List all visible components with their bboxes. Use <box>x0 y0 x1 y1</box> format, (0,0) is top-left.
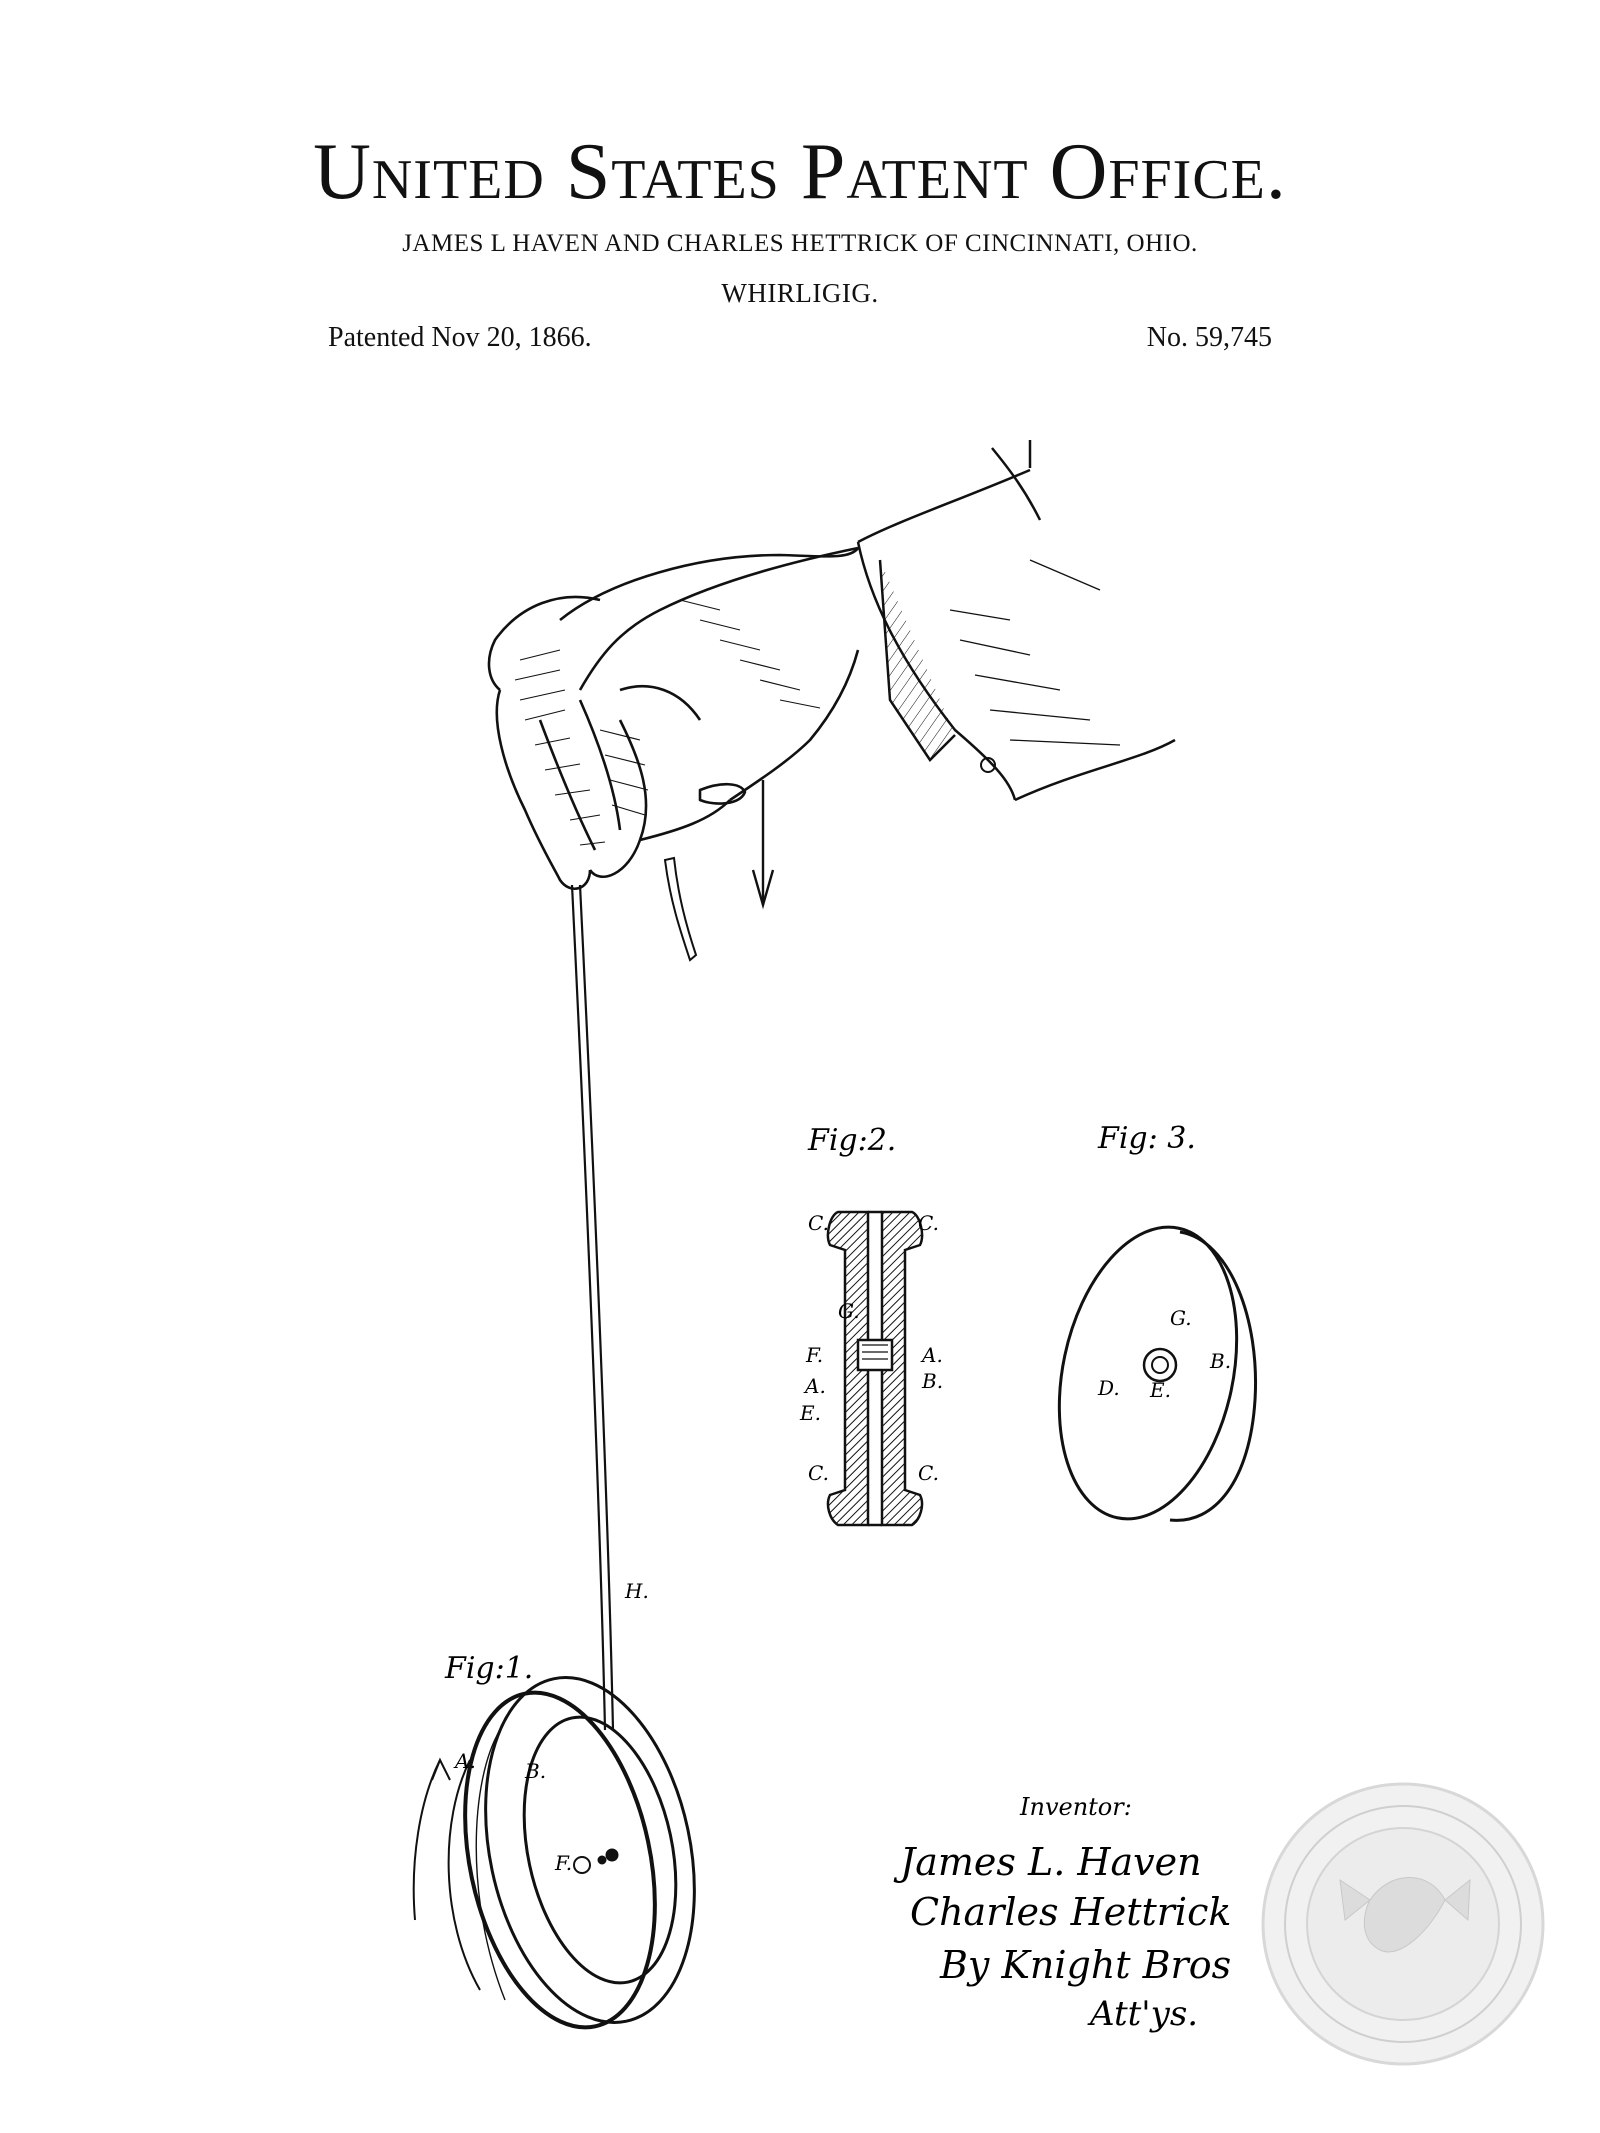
label-f-fig2: F. <box>806 1343 824 1367</box>
label-f-fig1: F. <box>555 1851 573 1875</box>
yoyo-string <box>572 885 613 1730</box>
label-a-fig2-left: A. <box>805 1374 826 1398</box>
fig1-yoyo <box>437 1658 725 2045</box>
patent-number: No. 59,745 <box>1146 322 1272 353</box>
label-c-br: C. <box>918 1461 939 1485</box>
label-b-fig1: B. <box>525 1759 547 1783</box>
signature-line-3: By Knight Bros <box>940 1943 1232 1987</box>
sleeve-shading <box>950 560 1120 745</box>
signature-line-4: Att'ys. <box>1090 1994 1199 2034</box>
fig3-label: Fig: 3. <box>1098 1121 1196 1156</box>
invention-title: WHIRLIGIG. <box>721 278 879 308</box>
label-d-fig3: D. <box>1098 1376 1120 1400</box>
fig2-section <box>828 1212 922 1525</box>
motion-arrow-down <box>753 780 773 905</box>
label-a-fig1: A. <box>455 1749 476 1773</box>
inventors-line: JAMES L HAVEN AND CHARLES HETTRICK OF CINCINNATI, OHIO. <box>402 230 1198 257</box>
hand <box>489 548 858 889</box>
patented-date: Patented Nov 20, 1866. <box>328 322 592 353</box>
fig1-rotation-arrow <box>414 1760 450 1920</box>
label-g-fig3: G. <box>1170 1306 1192 1330</box>
label-e-fig3: E. <box>1150 1378 1171 1402</box>
label-e-fig2: E. <box>800 1401 821 1425</box>
string-loose-end <box>665 858 696 960</box>
signature-heading: Inventor: <box>1020 1793 1132 1821</box>
fig1-label: Fig:1. <box>445 1651 534 1686</box>
patent-seal <box>1263 1784 1543 2064</box>
label-c-tl: C. <box>808 1211 829 1235</box>
label-a-fig2-right: A. <box>922 1343 943 1367</box>
fig3-disc <box>1034 1211 1262 1536</box>
label-h: H. <box>625 1579 649 1603</box>
label-b-fig3: B. <box>1210 1349 1232 1373</box>
label-c-bl: C. <box>808 1461 829 1485</box>
label-c-tr: C. <box>918 1211 939 1235</box>
hand-shading <box>515 600 820 845</box>
fig2-label: Fig:2. <box>808 1123 897 1158</box>
signature-line-1: James L. Haven <box>900 1840 1202 1884</box>
office-title: United States Patent Office. <box>313 128 1287 216</box>
signature-line-2: Charles Hettrick <box>910 1890 1232 1934</box>
sleeve <box>858 440 1175 800</box>
label-g-fig2: G. <box>838 1299 860 1323</box>
label-b-fig2: B. <box>922 1369 944 1393</box>
